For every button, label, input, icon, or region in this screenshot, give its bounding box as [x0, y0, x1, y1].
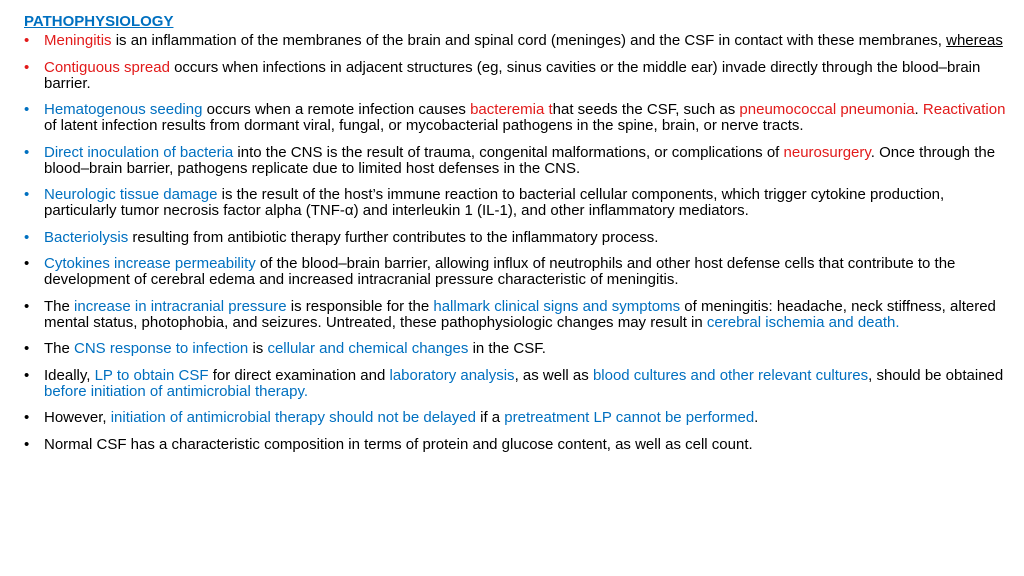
bullet-text-segment: However,	[44, 409, 111, 426]
bullet-dot-icon: •	[24, 297, 30, 315]
bullet-text-segment: The	[44, 297, 75, 315]
bullet-text-segment: cerebral ischemia and death.	[706, 313, 900, 331]
bullet-text-segment: is an inflammation of the membranes of the brain and spinal cord (meninges) and the CSF in contact with these membranes,	[111, 32, 947, 49]
bullet-dot-icon: •	[24, 186, 30, 203]
bullet-text-segment: Hematogenous seeding	[44, 101, 203, 118]
bullet-text-segment: into the CNS is the result of trauma, congenital malformations, or complications of	[233, 143, 784, 161]
bullet-text-segment: pneumococcal pneumonia	[739, 101, 915, 118]
bullet-text-segment: is responsible for the	[286, 297, 434, 315]
bullet-text-segment: .	[914, 101, 923, 118]
bullet-item	[24, 33, 1006, 49]
bullet-text-segment: bacteremia t	[470, 101, 553, 118]
bullet-text-segment: hallmark clinical signs and symptoms	[433, 297, 681, 315]
bullet-item	[24, 299, 1006, 331]
bullet-text-segment: neurosurgery	[783, 143, 871, 161]
bullet-dot-icon: •	[24, 143, 30, 161]
bullet-list	[24, 33, 1006, 453]
bullet-text-segment: Direct inoculation of bacteria	[44, 143, 234, 161]
bullet-text-segment: Normal CSF has a characteristic composition in terms of protein and glucose content, as well as cell count.	[44, 435, 753, 453]
bullet-text-segment: for direct examination and	[208, 366, 390, 384]
bullet-item	[24, 187, 1006, 219]
bullet-dot-icon: •	[24, 255, 30, 272]
bullet-text-segment: pretreatment LP cannot be performed	[504, 409, 755, 426]
bullet-item	[24, 410, 1006, 426]
bullet-text-segment: The	[44, 340, 75, 357]
bullet-text-segment: hat seeds the CSF, such as	[552, 101, 740, 118]
bullet-item	[24, 368, 1006, 400]
bullet-dot-icon: •	[24, 340, 30, 357]
bullet-text-segment: resulting from antibiotic therapy further contributes to the inflammatory process.	[128, 228, 659, 246]
bullet-text-segment: LP to obtain CSF	[94, 366, 209, 384]
bullet-text-segment: blood cultures and other relevant cultures	[592, 366, 869, 384]
bullet-text-segment: .	[754, 409, 759, 426]
bullet-text-segment: of the blood–brain barrier, allowing influx of neutrophils and other host defense cells that contribute to the development of cerebral edema and increased intracranial pressure characteristic of meningitis.	[44, 255, 956, 288]
bullet-text-segment: CNS response to infection	[74, 340, 249, 357]
bullet-text-segment: of meningitis: headache, neck stiffness, altered mental status, photophobia, and seizures. Untreated, these pathophysiologic changes may result in	[44, 297, 996, 331]
bullet-text-segment: laboratory analysis	[389, 366, 515, 384]
bullet-text-segment: , as well as	[514, 366, 593, 384]
bullet-text-segment: , should be obtained	[868, 366, 1004, 384]
bullet-dot-icon: •	[24, 366, 30, 384]
bullet-text-segment: whereas	[946, 32, 1003, 49]
bullet-item	[24, 256, 1006, 288]
bullet-text-segment: if a	[475, 409, 505, 426]
bullet-text-segment: before initiation of antimicrobial therapy.	[44, 382, 309, 400]
bullet-dot-icon: •	[24, 435, 30, 453]
bullet-item	[24, 145, 1006, 177]
bullet-item	[24, 341, 1006, 357]
bullet-text-segment: is the result of the host’s immune reaction to bacterial cellular components, which trigger cytokine production, particularly tumor necrosis factor alpha (TNF-α) and interleukin 1 (IL-1), and other inflammatory mediators.	[44, 186, 945, 219]
bullet-text-segment: is	[248, 340, 268, 357]
bullet-text-segment: Cytokines increase permeability	[44, 255, 256, 272]
bullet-dot-icon: •	[24, 409, 30, 426]
bullet-text-segment: increase in intracranial pressure	[74, 297, 287, 315]
bullet-text-segment: in the CSF.	[468, 340, 546, 357]
bullet-item	[24, 437, 1006, 453]
bullet-item	[24, 230, 1006, 246]
bullet-text-segment: . Once through the blood–brain barrier, pathogens replicate due to limited host defenses in the CNS.	[44, 143, 996, 177]
bullet-text-segment: Reactivation	[922, 101, 1006, 118]
bullet-dot-icon: •	[24, 58, 30, 76]
bullet-text-segment: cellular and chemical changes	[267, 340, 469, 357]
bullet-item	[24, 102, 1006, 134]
bullet-text-segment: Contiguous spread	[44, 58, 170, 76]
bullet-dot-icon: •	[24, 101, 30, 118]
bullet-item	[24, 60, 1006, 92]
bullet-text-segment: occurs when infections in adjacent structures (eg, sinus cavities or the middle ear) invade directly through the blood–brain barrier.	[44, 58, 981, 92]
page-title: PATHOPHYSIOLOGY	[24, 13, 174, 30]
bullet-text-segment: of latent infection results from dormant viral, fungal, or mycobacterial pathogens in the spine, brain, or nerve tracts.	[44, 117, 804, 134]
bullet-text-segment: Neurologic tissue damage	[44, 186, 218, 203]
bullet-text-segment: initiation of antimicrobial therapy should not be delayed	[110, 409, 476, 426]
bullet-text-segment: Bacteriolysis	[44, 228, 129, 246]
bullet-text-segment: Meningitis	[44, 32, 112, 49]
bullet-text-segment: Ideally,	[44, 366, 95, 384]
bullet-dot-icon: •	[24, 32, 30, 49]
bullet-text-segment: occurs when a remote infection causes	[202, 101, 471, 118]
bullet-dot-icon: •	[24, 228, 30, 246]
